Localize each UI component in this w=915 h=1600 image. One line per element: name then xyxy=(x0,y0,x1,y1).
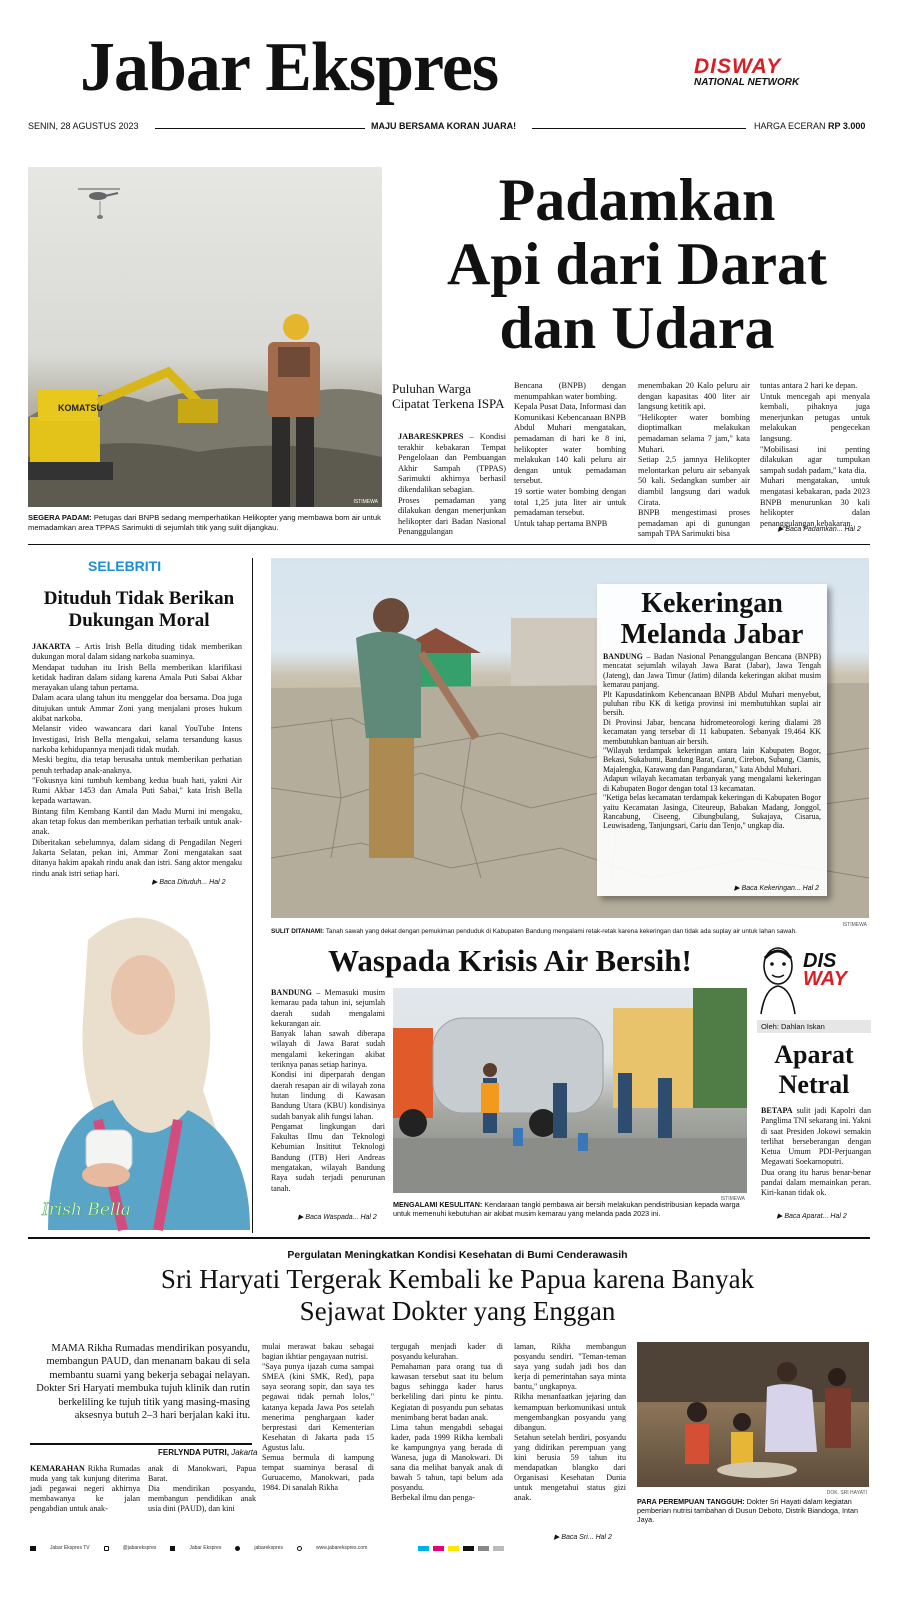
waspada-caption xyxy=(393,1200,749,1218)
waspada-p2: Banyak lahan sawah diberapa wilayah di Jawa Barat sudah mengalami kekeringan akibat teriknya panas setiap harinya. xyxy=(271,1029,385,1070)
lead-col2-p1: Bencana (BNPB) dengan menumpahkan water bombing. xyxy=(514,381,626,401)
waspada-caption-text: Kendaraan tangki pembawa air bersih melakukan pendistribusian kepada warga untuk memenuhi kebutuhan air akibat musim kemarau yang melanda pada 2023 ini. xyxy=(393,1200,740,1218)
disway-continue-link[interactable] xyxy=(777,1212,847,1220)
selebriti-continue-text: Baca Dituduh... Hal 2 xyxy=(159,879,226,886)
papua-intro: MAMA Rikha Rumadas mendirikan posyandu, membangun PAUD, dan menanam bakau di sela membantu suami yang bekerja sebagai nelayan. Dokter Sri Haryati membuka tujuh klinik dan rutin berkeliling ke tujuh titik yang masing-masing aksesnya butuh 2–3 hari berjalan kaki itu. xyxy=(36,1343,250,1422)
papua-author-name: FERLYNDA PUTRI, xyxy=(158,1448,229,1457)
arrow-right-icon: ▶ xyxy=(778,526,784,533)
arrow-right-icon: ▶ xyxy=(152,879,158,886)
kekeringan-p3: Di Provinsi Jabar, bencana hidrometeorologi kering dialami 28 kecamatan yang tersebar di 11 kabupaten. Sebanyak 19.464 KK membutuhkan bantuan air bersih. xyxy=(603,717,821,746)
waspada-continue-link[interactable] xyxy=(298,1213,377,1221)
globe-icon xyxy=(297,1546,302,1551)
kekeringan-body xyxy=(597,650,827,831)
helicopter-icon xyxy=(78,189,120,219)
price: RP 3.000 xyxy=(828,121,866,131)
selebriti-name-label: Irish Bella xyxy=(42,1200,131,1220)
registration-swatch-gray2 xyxy=(493,1546,504,1551)
lead-col3-p3: Setiap 2,5 jamnya Helikopter melontarkan peluru air sebanyak 50 kali. Sedangkan sumber air diambil langsung dari waduk Cirata. xyxy=(638,455,750,507)
kekeringan-headline xyxy=(597,588,827,650)
lead-column-1 xyxy=(398,432,506,538)
lead-col1-p1: – Kondisi terakhir kebakaran Tempat Pengelolaan dan Pembuangan Akhir Sampah (TPPAS) Sarimukti akhirnya berhasil dikendalikan sebagian. xyxy=(398,432,506,494)
kekeringan-p1: – Badan Nasional Penanggulangan Bencana (BNPB) mencatat sejumlah wilayah Jawa Barat (Jabar), Jawa Tengah (Jateng), dan Jawa Timur (Jatim) dilanda kekeringan akibat musim kemarau panjang. xyxy=(603,652,821,690)
kekeringan-headline-line1: Kekeringan xyxy=(641,588,783,619)
kekeringan-caption-label: SULIT DITANAMI: xyxy=(271,928,325,935)
selebriti-p3: Dalam acara ulang tahun itu menggelar doa bersama. Doa juga ditujukan untuk Ammar Zoni yang menjalani proses hukum akibat narkoba. xyxy=(32,693,242,724)
water-truck xyxy=(393,1018,603,1137)
papua-c1-lead: KEMARAHAN xyxy=(30,1464,85,1473)
papua-c2-p1: anak di Manokwari, Papua Barat. xyxy=(148,1464,256,1484)
lead-column-2 xyxy=(514,381,626,529)
registration-swatch-magenta xyxy=(433,1546,444,1551)
lead-subhead-line1: Puluhan Warga xyxy=(392,381,471,396)
waspada-photo-credit: ISTIMEWA xyxy=(720,1196,745,1202)
papua-caption-text: Dokter Sri Hayati dalam kegiatan pemberian nutrisi tambahan di Dusun Deboto, Distrik Biandoga, Intan Jaya. xyxy=(637,1497,858,1524)
disway-byline: Oleh: Dahlan Iskan xyxy=(761,1022,825,1031)
waspada-dateline: BANDUNG xyxy=(271,988,312,997)
papua-caption xyxy=(637,1497,871,1524)
footer-social-website[interactable]: www.jabarekspres.com xyxy=(315,1545,368,1551)
disway-column xyxy=(757,942,871,1232)
papua-c4-p3: Lima tahun mengabdi sebagai kader, pada 1999 Rikha kembali ke kampungnya yang berada di Wanesa, juga di Manokwari. Di sana dia melihat banyak anak di bawah 5 tahun, tapi belum ada posyandu. xyxy=(391,1422,503,1493)
disway-logo xyxy=(803,952,847,988)
lead-caption-text: Petugas dari BNPB sedang memperhatikan Helikopter yang membawa bom air untuk memadamkan area TPPAS Sarimukti di sejumlah titik yang sulit dijangkau. xyxy=(28,513,381,532)
arrow-right-icon: ▶ xyxy=(554,1534,560,1541)
waspada-headline: Waspada Krisis Air Bersih! xyxy=(328,943,692,978)
kekeringan-p2: Plt Kapusdatinkom Kebencanaan BNPB Abdul Muhari menyebut, puluhan ribu KK di ketiga provinsi ini membutuhkan suplai air bersih. xyxy=(603,689,821,718)
disway-p1: sulit jadi Kapolri dan Panglima TNI sekarang ini. Yakni di saat Presiden Jokowi semakin terlihat berseberangan dengan Ketua Umum PDI-Perjuangan Megawati Soekarnoputri. xyxy=(761,1106,872,1167)
youtube-icon xyxy=(30,1546,36,1551)
papua-column-4 xyxy=(391,1342,503,1504)
selebriti-p6: "Fokusnya kini tumbuh kembang kedua buah hati, yakni Air Rumi Akbar 1453 dan Amala Puti Sabai," kata Irish Bella kepada wartawan. xyxy=(32,775,242,806)
columnist-portrait-sketch xyxy=(757,944,799,1014)
papua-headline xyxy=(0,1263,915,1327)
svg-text:KOMATSU: KOMATSU xyxy=(58,403,103,413)
lead-col4-p2: Untuk mencegah api menyala kembali, pihaknya juga menerjunkan petugas untuk melakukan pengecekan langsung. xyxy=(760,391,870,443)
partner-logo xyxy=(694,56,826,89)
facebook-icon xyxy=(170,1546,175,1551)
waspada-continue-text: Baca Waspada... Hal 2 xyxy=(305,1214,377,1221)
lead-col3-p4: BNPB mengestimasi proses pemadaman api di gunungan sampah TPA Sarimukti bisa xyxy=(638,508,750,539)
disway-lead: BETAPA xyxy=(761,1106,793,1115)
arrow-right-icon: ▶ xyxy=(298,1214,304,1221)
waspada-photo xyxy=(393,988,747,1202)
kekeringan-continue-link[interactable] xyxy=(734,884,819,892)
waspada-p3: Kondisi ini diperparah dengan daerah resapan air di wilayah zona hutan lindung di Kawasan Bandung Utara (KBU) kondisinya sudah banyak alih fungsi lahan. xyxy=(271,1070,385,1121)
waspada-p1: – Memasuki musim kemarau pada tahun ini, sejumlah daerah sudah mengalami kekurangan air. xyxy=(271,988,385,1028)
section-label-selebriti: SELEBRITI xyxy=(88,558,162,574)
lead-column-4 xyxy=(760,381,870,529)
waspada-caption-label: MENGALAMI KESULITAN: xyxy=(393,1200,483,1209)
selebriti-dateline: JAKARTA xyxy=(32,642,71,651)
partner-logo-subtitle: NATIONAL NETWORK xyxy=(694,77,800,88)
papua-author-city: Jakarta xyxy=(231,1448,258,1457)
selebriti-photo xyxy=(28,900,250,1230)
kekeringan-p4: "Wilayah terdampak kekeringan antara lain Kabupaten Bogor, Bekasi, Sukabumi, Bandung Barat, Garut, Cirebon, Subang, Ciamis, Majalengka, Karawang dan Pangandaran," kata Abdul Muhari. xyxy=(603,746,821,774)
lead-col3-p1: menembakan 20 Kalo peluru air dengan kapasitas 400 liter air langsung ketitik api. xyxy=(638,381,750,412)
footer-social-bar xyxy=(30,1543,367,1553)
selebriti-p7: Bintang film Kembang Kantil dan Madu Murni ini mengaku, akan tetap fokus dan memberikan perhatian terbaik untuk anak-anak. xyxy=(32,806,242,837)
lead-headline-line1: Padamkan xyxy=(498,167,776,233)
lead-headline-line3: dan Udara xyxy=(499,295,775,361)
footer-social-facebook[interactable]: Jabar Ekspres xyxy=(189,1545,222,1551)
disway-logo-bottom: WAY xyxy=(803,968,848,990)
instagram-icon xyxy=(104,1546,109,1551)
lead-subhead xyxy=(392,381,510,411)
arrow-right-icon: ▶ xyxy=(734,885,740,892)
footer-social-instagram[interactable]: @jabarekspres xyxy=(122,1545,157,1551)
kekeringan-caption xyxy=(271,928,871,936)
papua-continue-text: Baca Sri... Hal 2 xyxy=(561,1534,612,1541)
selebriti-p5: Meski begitu, dia tetap berusaha untuk memberikan perhatian penuh terhadap anak-anaknya. xyxy=(32,755,242,775)
selebriti-p8: Diberitakan sebelumnya, dalam sidang di Pengadilan Negeri Jakarta Selatan, pekan ini, Ammar Zoni mengatakan saat ditanya hakim apakah rindu anak dan istri. Sang aktor mengaku rindu anak istri setiap hari. xyxy=(32,837,242,878)
registration-swatch-black xyxy=(463,1546,474,1551)
papua-c5-p2: Rikha menanfaatkan jejaring dan kemampuan berkomunikasi untuk mengembangkan posyandu yang dibangun. xyxy=(514,1392,626,1432)
disway-headline xyxy=(757,1040,871,1100)
selebriti-continue-link[interactable] xyxy=(152,878,226,886)
waspada-body xyxy=(271,988,385,1194)
kekeringan-headline-line2: Melanda Jabar xyxy=(620,619,804,650)
papua-c3-p1: mulai merawat bakau sebagai bagian ikhtiar pengayaan nutrisi. xyxy=(262,1342,374,1362)
tagline: MAJU BERSAMA KORAN JUARA! xyxy=(371,121,517,131)
lead-photo-illustration xyxy=(28,167,382,507)
registration-swatch-gray1 xyxy=(478,1546,489,1551)
disway-headline-line2: Netral xyxy=(778,1070,850,1099)
kekeringan-photo-credit: ISTIMEWA xyxy=(842,922,867,928)
disway-logo-top: DIS xyxy=(803,950,837,972)
lead-col2-p2: Kepala Pusat Data, Informasi dan Komunikasi Kebencanaan BNPB Abdul Muhari mengatakan, pemadaman di hari ke 8 ini, helikopter water bombing melakukan 140 kali peluru air dengan untuk pemadaman tersebut. xyxy=(514,402,626,486)
lead-col2-p4: Untuk tahap pertama BNPB xyxy=(514,518,608,528)
partner-logo-title: DISWAY xyxy=(694,55,782,78)
waspada-photo-illustration xyxy=(393,988,747,1193)
papua-c4-p4: Berbekal ilmu dan penga- xyxy=(391,1493,475,1503)
lead-continue-link[interactable] xyxy=(778,525,861,533)
kekeringan-textbox xyxy=(597,584,827,896)
papua-column-5 xyxy=(514,1342,626,1504)
lead-col4-p3: "Mobilisasi ini penting dilakukan agar tumpukan sampah sudah padam," kata dia. xyxy=(760,444,870,475)
masthead-rule-left xyxy=(155,128,365,129)
lead-col4-p4: Muhari mengatakan, untuk mengatasi kebakaran, pada 2023 BNPB menurunkan 30 kali helikopter dalan penanggulangan kebakaran. xyxy=(760,476,870,528)
papua-column-3 xyxy=(262,1342,374,1493)
selebriti-headline xyxy=(28,588,250,632)
papua-photo xyxy=(637,1342,869,1496)
papua-c3-p2: "Saya punya ijazah cuma sampai SMEA (kini SMK, Red), papa saya seorang sopir, dan saya tes pegawai tidak pernah lolos," katanya kepada Jawa Pos setelah menerima penghargaan kader berprestasi dari Kementerian Kesehatan di Jakarta pada 15 Agustus lalu. xyxy=(262,1362,374,1452)
lead-col4-p1: tuntas antara 2 hari ke depan. xyxy=(760,381,858,390)
selebriti-p2: Mendapat tuduhan itu Irish Bella memberikan klarifikasi ketidak hadiran dalam sidang karena Amala Puti Sabai Akbar merayakan ulang tahun pertama. xyxy=(32,662,242,693)
disway-p2: Dua orang itu harus benar-benar pandai dalam memainkan peran. Kiri-kanan tidak ok. xyxy=(761,1167,871,1198)
issue-date: SENIN, 28 AGUSTUS 2023 xyxy=(28,121,139,131)
disway-body xyxy=(761,1106,871,1199)
print-color-registration-strip xyxy=(418,1546,504,1551)
disway-continue-text: Baca Aparat... Hal 2 xyxy=(784,1213,847,1220)
lead-photo xyxy=(28,167,382,507)
selebriti-headline-line1: Dituduh Tidak Berikan xyxy=(43,588,235,609)
papua-kicker: Pergulatan Meningkatkan Kondisi Kesehatan di Bumi Cenderawasih xyxy=(287,1249,628,1261)
papua-headline-line1: Sri Haryati Tergerak Kembali ke Papua karena Banyak xyxy=(160,1264,755,1294)
papua-author xyxy=(158,1448,257,1457)
papua-column-2 xyxy=(148,1464,256,1514)
selebriti-p4: Melansir video wawancara dari kanal YouTube Intens Investigasi, Irish Bella mengakui, selama tersandung kasus narkoba kehidupannya menjadi tidak mudah. xyxy=(32,724,242,754)
kekeringan-continue-text: Baca Kekeringan... Hal 2 xyxy=(741,885,819,892)
selebriti-p1: – Artis Irish Bella dituding tidak memberikan dukungan moral dalam sidang narkoba suaminya. xyxy=(32,642,242,662)
selebriti-column-rule xyxy=(252,558,253,1233)
lead-headline-line2: Api dari Darat xyxy=(447,231,827,297)
masthead xyxy=(0,0,915,140)
section-rule-2 xyxy=(28,1237,870,1239)
disway-headline-line1: Aparat xyxy=(774,1040,854,1069)
lead-continue-text: Baca Padamkan... Hal 2 xyxy=(785,526,861,533)
selebriti-body xyxy=(32,642,242,879)
lead-column-3 xyxy=(638,381,750,540)
papua-column-1 xyxy=(30,1464,140,1514)
lead-col3-p2: "Helikopter water bombing dioptimalkan melakukan pemadaman selama 7 jam," kata Muhari. xyxy=(638,412,750,454)
registration-swatch-cyan xyxy=(418,1546,429,1551)
lead-dateline: JABARESKPRES xyxy=(398,432,464,441)
kekeringan-caption-text: Tanah sawah yang dekat dengan pemukiman penduduk di Kabupaten Bandung mengalami retak-retak karena kekeringan dan tidak ada suplay air untuk lahan sawah. xyxy=(325,928,797,935)
twitter-icon xyxy=(235,1546,240,1551)
price-label: HARGA ECERAN xyxy=(754,121,826,131)
arrow-right-icon: ▶ xyxy=(777,1213,783,1220)
lead-subhead-line2: Cipatat Terkena ISPA xyxy=(392,396,505,411)
section-rule-1 xyxy=(28,544,870,545)
kekeringan-dateline: BANDUNG xyxy=(603,652,643,661)
papua-headline-line2: Sejawat Dokter yang Enggan xyxy=(299,1296,616,1326)
lead-photo-credit: ISTIMEWA xyxy=(353,499,378,505)
papua-author-rule xyxy=(30,1443,252,1445)
papua-c5-p3: Setahun setelah berdiri, posyandu yang didirikan perempuan yang kini berusia 59 tahun itu mendapatkan blangko dari Organisasi Kesehatan Dunia untuk mengetahui status gizi anak. xyxy=(514,1432,626,1503)
masthead-rule-right xyxy=(532,128,746,129)
selebriti-headline-line2: Dukungan Moral xyxy=(68,610,210,631)
papua-c4-p1: tergugah menjadi kader di posyandu kelurahan. xyxy=(391,1342,503,1362)
kekeringan-p6: "Ketiga belas kecamatan terdampak kekeringan di Kabupaten Bogor yaitu Kecamatan Jasinga, Citeureup, Babakan Madang, Jonggol, Rancabung, Ciseeng, Cibungbulang, Sukajaya, Cisarua, Leuwisadeng, Tanjungsari, Cariu dan Tenjo," ungkap dia. xyxy=(603,793,821,831)
selebriti-photo-illustration xyxy=(28,900,250,1230)
lead-caption-label: SEGERA PADAM: xyxy=(28,513,92,522)
masthead-title: Jabar Ekspres xyxy=(80,29,499,106)
lead-col1-p2: Proses pemadaman yang dilakukan dengan menerjunkan helikopter dari Badan Nasional Penanggulangan xyxy=(398,495,506,537)
kekeringan-p5: Adapun wilayah kecamatan terbanyak yang mengalami kekeringan di Kabupaten Bogor dengan total 13 kecamatan. xyxy=(603,774,821,793)
lead-photo-caption xyxy=(28,513,382,532)
registration-swatch-yellow xyxy=(448,1546,459,1551)
waspada-p4: Pengamat lingkungan dari Fakultas Ilmu dan Teknologi Kebumian Insititut Teknologi Bandung (ITB) Heri Andreas mengatakan, wilayah Bandung Raya sudah terjadi penurunan tanah. xyxy=(271,1121,385,1193)
papua-c5-p1: laman, Rikha membangun posyandu sendiri. "Teman-teman saya yang sudah jadi bos dan kerja di pemerintahan saya minta bantu," ungkapnya. xyxy=(514,1342,626,1392)
papua-c1-p1: Rikha Rumadas muda yang tak kunjung diterima jadi pegawai negeri akhirnya membawanya ke jalan pengabdian untuk anak- xyxy=(30,1464,140,1514)
papua-c2-p2: Dia mendirikan posyandu, membangun pendidikan anak usia dini (PAUD), dan kini xyxy=(148,1484,256,1514)
papua-c3-p3: Semua bermula di kampung tempat suaminya berasal di Guruacemo, Manokwari, pada 1984. Di sanalah Rikha xyxy=(262,1453,374,1493)
papua-photo-illustration xyxy=(637,1342,869,1487)
papua-caption-label: PARA PEREMPUAN TANGGUH: xyxy=(637,1497,745,1506)
lead-headline xyxy=(392,168,882,360)
lead-col2-p3: 19 sortie water bombing dengan total 1,25 juta liter air untuk pemadaman tersebut. xyxy=(514,486,626,518)
papua-continue-link[interactable] xyxy=(554,1533,612,1541)
papua-c4-p2: Pemahaman para orang tua di kawasan tersebut saat itu belum bagus sehingga kader harus berkeliling dari pintu ke pintu. Kegiatan di posyandu pun sebatas menimbang berat badan anak. xyxy=(391,1362,503,1422)
footer-social-twitter[interactable]: jabarekspres xyxy=(254,1545,283,1551)
footer-social-youtube[interactable]: Jabar Ekspres TV xyxy=(50,1545,90,1551)
papua-photo-credit: DOK. SRI HAYATI xyxy=(826,1490,867,1496)
